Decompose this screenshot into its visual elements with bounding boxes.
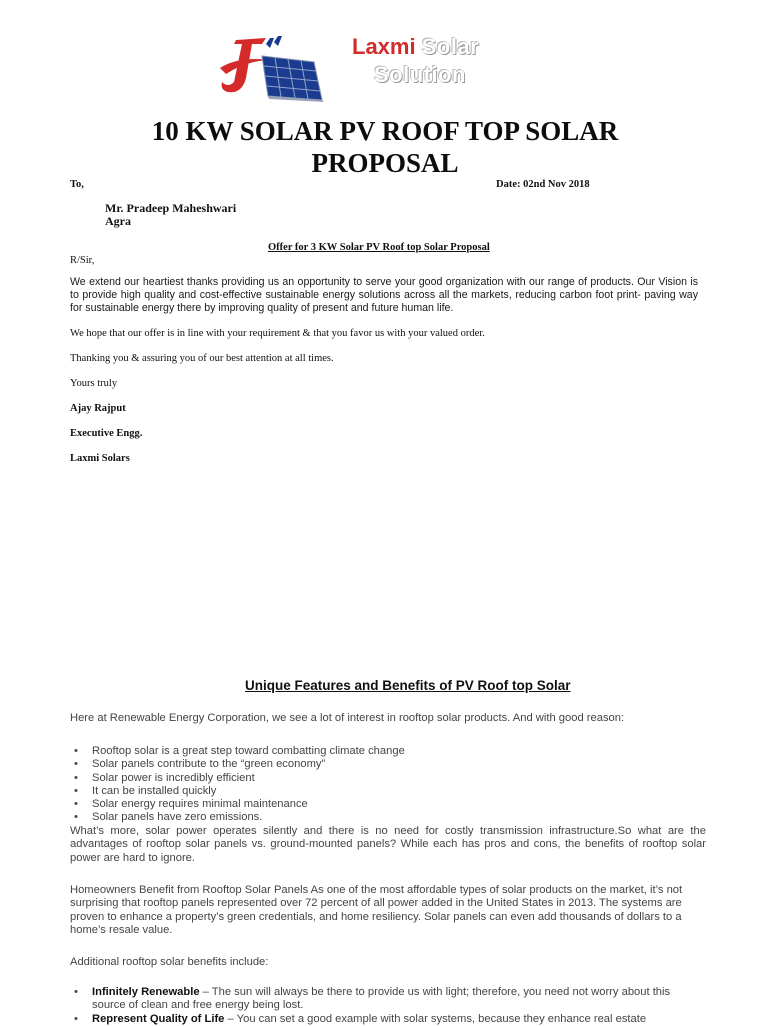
list-item: [70, 986, 706, 1013]
list-item-text: Rooftop solar is a great step toward combatting climate change: [92, 745, 405, 757]
title-line-2: PROPOSAL: [311, 148, 459, 178]
list-item-text: It can be installed quickly: [92, 784, 217, 797]
features-bullet-list: [70, 745, 405, 825]
to-label: To,: [70, 179, 84, 190]
signatory-name: Ajay Rajput: [70, 403, 126, 414]
recipient-name: Mr. Pradeep Maheshwari: [105, 201, 237, 215]
brand-word-solution: Solution: [374, 62, 466, 87]
list-item-text: Solar panels contribute to the “green economy”: [92, 758, 326, 771]
bullet-icon: •: [74, 745, 78, 757]
bullet-icon: •: [74, 798, 78, 811]
benefit-lead: Infinitely Renewable: [92, 986, 200, 998]
date-label: Date: 02nd Nov 2018: [496, 179, 590, 190]
signatory-title: Executive Engg.: [70, 428, 143, 439]
closing-line: Yours truly: [70, 378, 118, 389]
list-item: [70, 785, 405, 798]
brand-word-solar: Solar: [421, 34, 480, 59]
bullet-icon: •: [74, 758, 78, 771]
features-heading: Unique Features and Benefits of PV Roof top Solar: [245, 678, 571, 693]
title-line-1: 10 KW SOLAR PV ROOF TOP SOLAR: [151, 116, 619, 146]
list-item: [70, 798, 405, 811]
list-item: [70, 745, 405, 758]
list-item: [70, 772, 405, 785]
salutation: R/Sir,: [70, 255, 95, 266]
list-item-text: Solar energy requires minimal maintenance: [92, 798, 308, 811]
additional-benefits-label: Additional rooftop solar benefits include:: [70, 956, 269, 968]
bullet-icon: •: [74, 811, 78, 824]
list-item-text: Solar panels have zero emissions.: [92, 811, 263, 824]
signatory-company: Laxmi Solars: [70, 453, 130, 464]
brand-word-laxmi: Laxmi: [352, 34, 416, 59]
benefits-list: [70, 986, 706, 1026]
features-intro: Here at Renewable Energy Corporation, we see a lot of interest in rooftop solar products. And with good reason:: [70, 712, 625, 724]
brand-name: [352, 33, 522, 93]
solar-panel-logo-icon: [218, 34, 328, 102]
benefit-text: – You can set a good example with solar systems, because they enhance real estate: [224, 1012, 647, 1025]
list-item: [70, 811, 405, 824]
list-item: [70, 758, 405, 771]
bullet-icon: •: [74, 1012, 78, 1025]
homeowners-paragraph: Homeowners Benefit from Rooftop Solar Panels As one of the most affordable types of solar products on the market, it’s not surprising that rooftop panels represented over 72 percent of all power added in the United States in 2013. The systems are proven to enhance a property’s green credentials, and home resiliency. Solar panels can even add thousands of dollars to a home’s resale value.: [70, 884, 683, 936]
company-logo: [218, 34, 328, 102]
bullet-icon: •: [74, 986, 78, 998]
bullet-icon: •: [74, 771, 78, 784]
thanking-line: Thanking you & assuring you of our best attention at all times.: [70, 353, 334, 364]
offer-subject: Offer for 3 KW Solar PV Roof top Solar Proposal: [268, 242, 490, 253]
benefit-text: – The sun will always be there to provide us with light; therefore, you need not worry about this source of clean and free energy being lost.: [92, 986, 671, 1012]
hope-line: We hope that our offer is in line with your requirement & that you favor us with your valued order.: [70, 328, 485, 339]
list-item-text: Solar power is incredibly efficient: [92, 771, 255, 784]
whats-more-paragraph: What’s more, solar power operates silently and there is no need for costly transmission infrastructure.So what are the advantages of rooftop solar panels vs. ground-mounted panels? While each has pros and cons, the benefits of rooftop solar power are hard to ignore.: [70, 825, 706, 864]
page-title: [90, 115, 680, 179]
intro-paragraph: We extend our heartiest thanks providing us an opportunity to serve your good organization with our range of products. Our Vision is to provide high quality and cost-effective sustainable energy solutions across all the markets, reducing carbon foot print- paving way for sustainable energy there by improving quality of present and future human life.: [70, 276, 698, 314]
benefit-lead: Represent Quality of Life: [92, 1012, 225, 1025]
recipient-city: Agra: [105, 214, 131, 228]
bullet-icon: •: [74, 784, 78, 797]
